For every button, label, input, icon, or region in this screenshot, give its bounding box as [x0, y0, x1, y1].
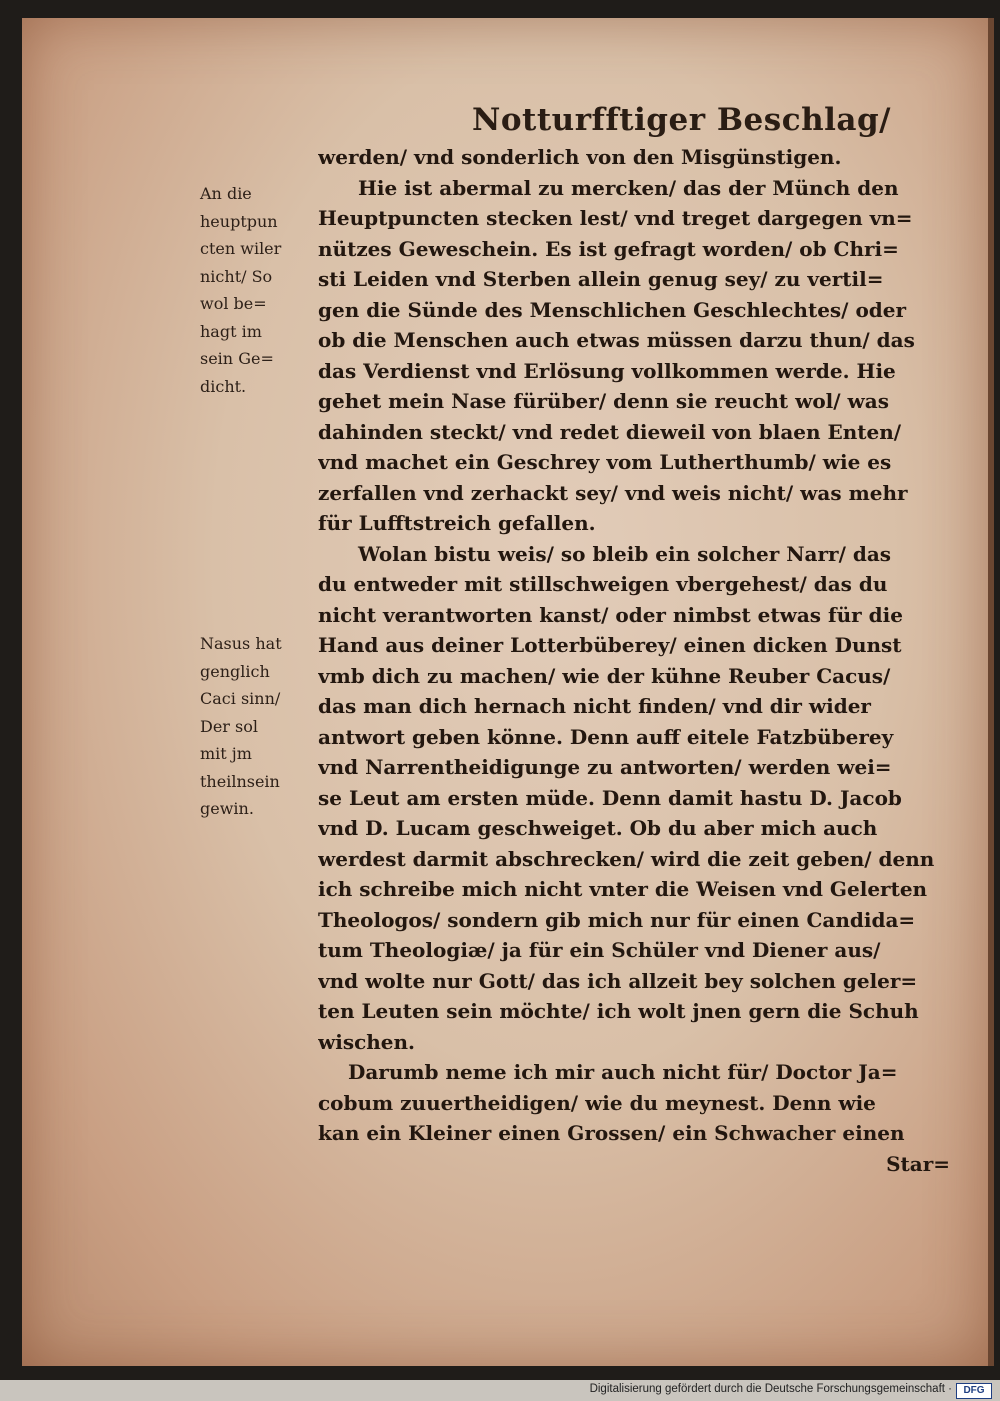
text-line: vnd D. Lucam geschweiget. Ob du aber mich auch: [318, 816, 878, 840]
margin-note-line: heuptpun: [200, 211, 278, 231]
running-head: Notturfftiger Beschlag/: [472, 102, 891, 138]
text-line: ob die Menschen auch etwas müssen darzu thun/ das: [318, 328, 915, 352]
text-line: tum Theologiæ/ ja für ein Schüler vnd Diener aus/: [318, 938, 881, 962]
margin-note-line: cten wiler: [200, 239, 282, 258]
text-line: nicht verantworten kanst/ oder nimbst etwas für die: [318, 602, 903, 627]
text-line: nützes Geweschein. Es ist gefragt worden/ ob Chri=: [318, 236, 899, 261]
margin-note-line: An die: [200, 184, 252, 203]
text-line: Hand aus deiner Lotterbüberey/ einen dicken Dunst: [318, 633, 902, 657]
text-line: Wolan bistu weis/ so bleib ein solcher Narr/ das: [358, 541, 892, 566]
margin-note-line: nicht/ So: [200, 266, 273, 286]
text-line: cobum zuuertheidigen/ wie du meynest. Denn wie: [318, 1090, 876, 1115]
margin-note-line: genglich: [200, 661, 270, 681]
text-line: ten Leuten sein möchte/ ich wolt jnen gern die Schuh: [318, 999, 919, 1023]
margin-note-line: dicht.: [200, 376, 247, 396]
text-line: vnd machet ein Geschrey vom Lutherthumb/ wie es: [318, 450, 892, 474]
margin-note-line: Nasus hat: [200, 634, 282, 653]
text-line: zerfallen vnd zerhackt sey/ vnd weis nicht/ was mehr: [318, 480, 908, 505]
text-line: Heuptpuncten stecken lest/ vnd treget dargegen vn=: [318, 206, 913, 230]
text-line: werden/ vnd sonderlich von den Misgünstigen.: [318, 145, 842, 169]
text-line: Hie ist abermal zu mercken/ das der Münch den: [358, 175, 899, 200]
margin-note-line: gewin.: [200, 799, 254, 818]
text-line: wischen.: [318, 1029, 416, 1054]
text-line: se Leut am ersten müde. Denn damit hastu D. Jacob: [318, 785, 902, 810]
margin-note-line: Caci sinn/: [200, 689, 281, 708]
catchword: Star=: [886, 1151, 950, 1176]
margin-note-2: [200, 630, 312, 823]
funding-credit: Digitalisierung gefördert durch die Deutsche Forschungsgemeinschaft ·: [589, 1383, 952, 1395]
text-line: vnd Narrentheidigunge zu antworten/ werden wei=: [318, 755, 892, 779]
text-line: vnd wolte nur Gott/ das ich allzeit bey solchen geler=: [318, 968, 918, 993]
margin-note-line: wol be=: [200, 294, 267, 313]
text-line: vmb dich zu machen/ wie der kühne Reuber Cacus/: [318, 663, 891, 688]
margin-note-line: theilnsein: [200, 771, 280, 791]
text-line: gehet mein Nase fürüber/ denn sie reucht wol/ was: [318, 389, 889, 413]
text-line: sti Leiden vnd Sterben allein genug sey/ zu vertil=: [318, 267, 884, 291]
text-line: dahinden steckt/ vnd redet dieweil von blaen Enten/: [318, 419, 902, 444]
text-line: ich schreibe mich nicht vnter die Weisen vnd Gelerten: [318, 877, 928, 901]
footer-bar: [0, 1380, 1000, 1401]
text-line: für Lufftstreich gefallen.: [318, 511, 596, 535]
text-line: das man dich hernach nicht finden/ vnd dir wider: [318, 694, 871, 718]
text-line: antwort geben könne. Denn auff eitele Fatzbüberey: [318, 724, 894, 749]
margin-note-line: sein Ge=: [200, 349, 274, 368]
text-line: du entweder mit stillschweigen vbergehest/ das du: [318, 572, 888, 596]
margin-note-line: Der sol: [200, 716, 258, 736]
text-line: das Verdienst vnd Erlösung vollkommen werde. Hie: [318, 358, 896, 383]
text-line: Darumb neme ich mir auch nicht für/ Doctor Ja=: [348, 1060, 898, 1084]
text-line: Theologos/ sondern gib mich nur für einen Candida=: [318, 907, 916, 932]
margin-note-line: hagt im: [200, 321, 262, 341]
text-line: kan ein Kleiner einen Grossen/ ein Schwacher einen: [318, 1121, 905, 1145]
dfg-logo: DFG: [956, 1383, 992, 1399]
body-text: [318, 142, 958, 1179]
text-line: gen die Sünde des Menschlichen Geschlechtes/ oder: [318, 297, 907, 322]
margin-note-line: mit jm: [200, 744, 252, 763]
text-line: werdest darmit abschrecken/ wird die zeit geben/ denn: [318, 846, 935, 871]
margin-note-1: [200, 180, 312, 400]
